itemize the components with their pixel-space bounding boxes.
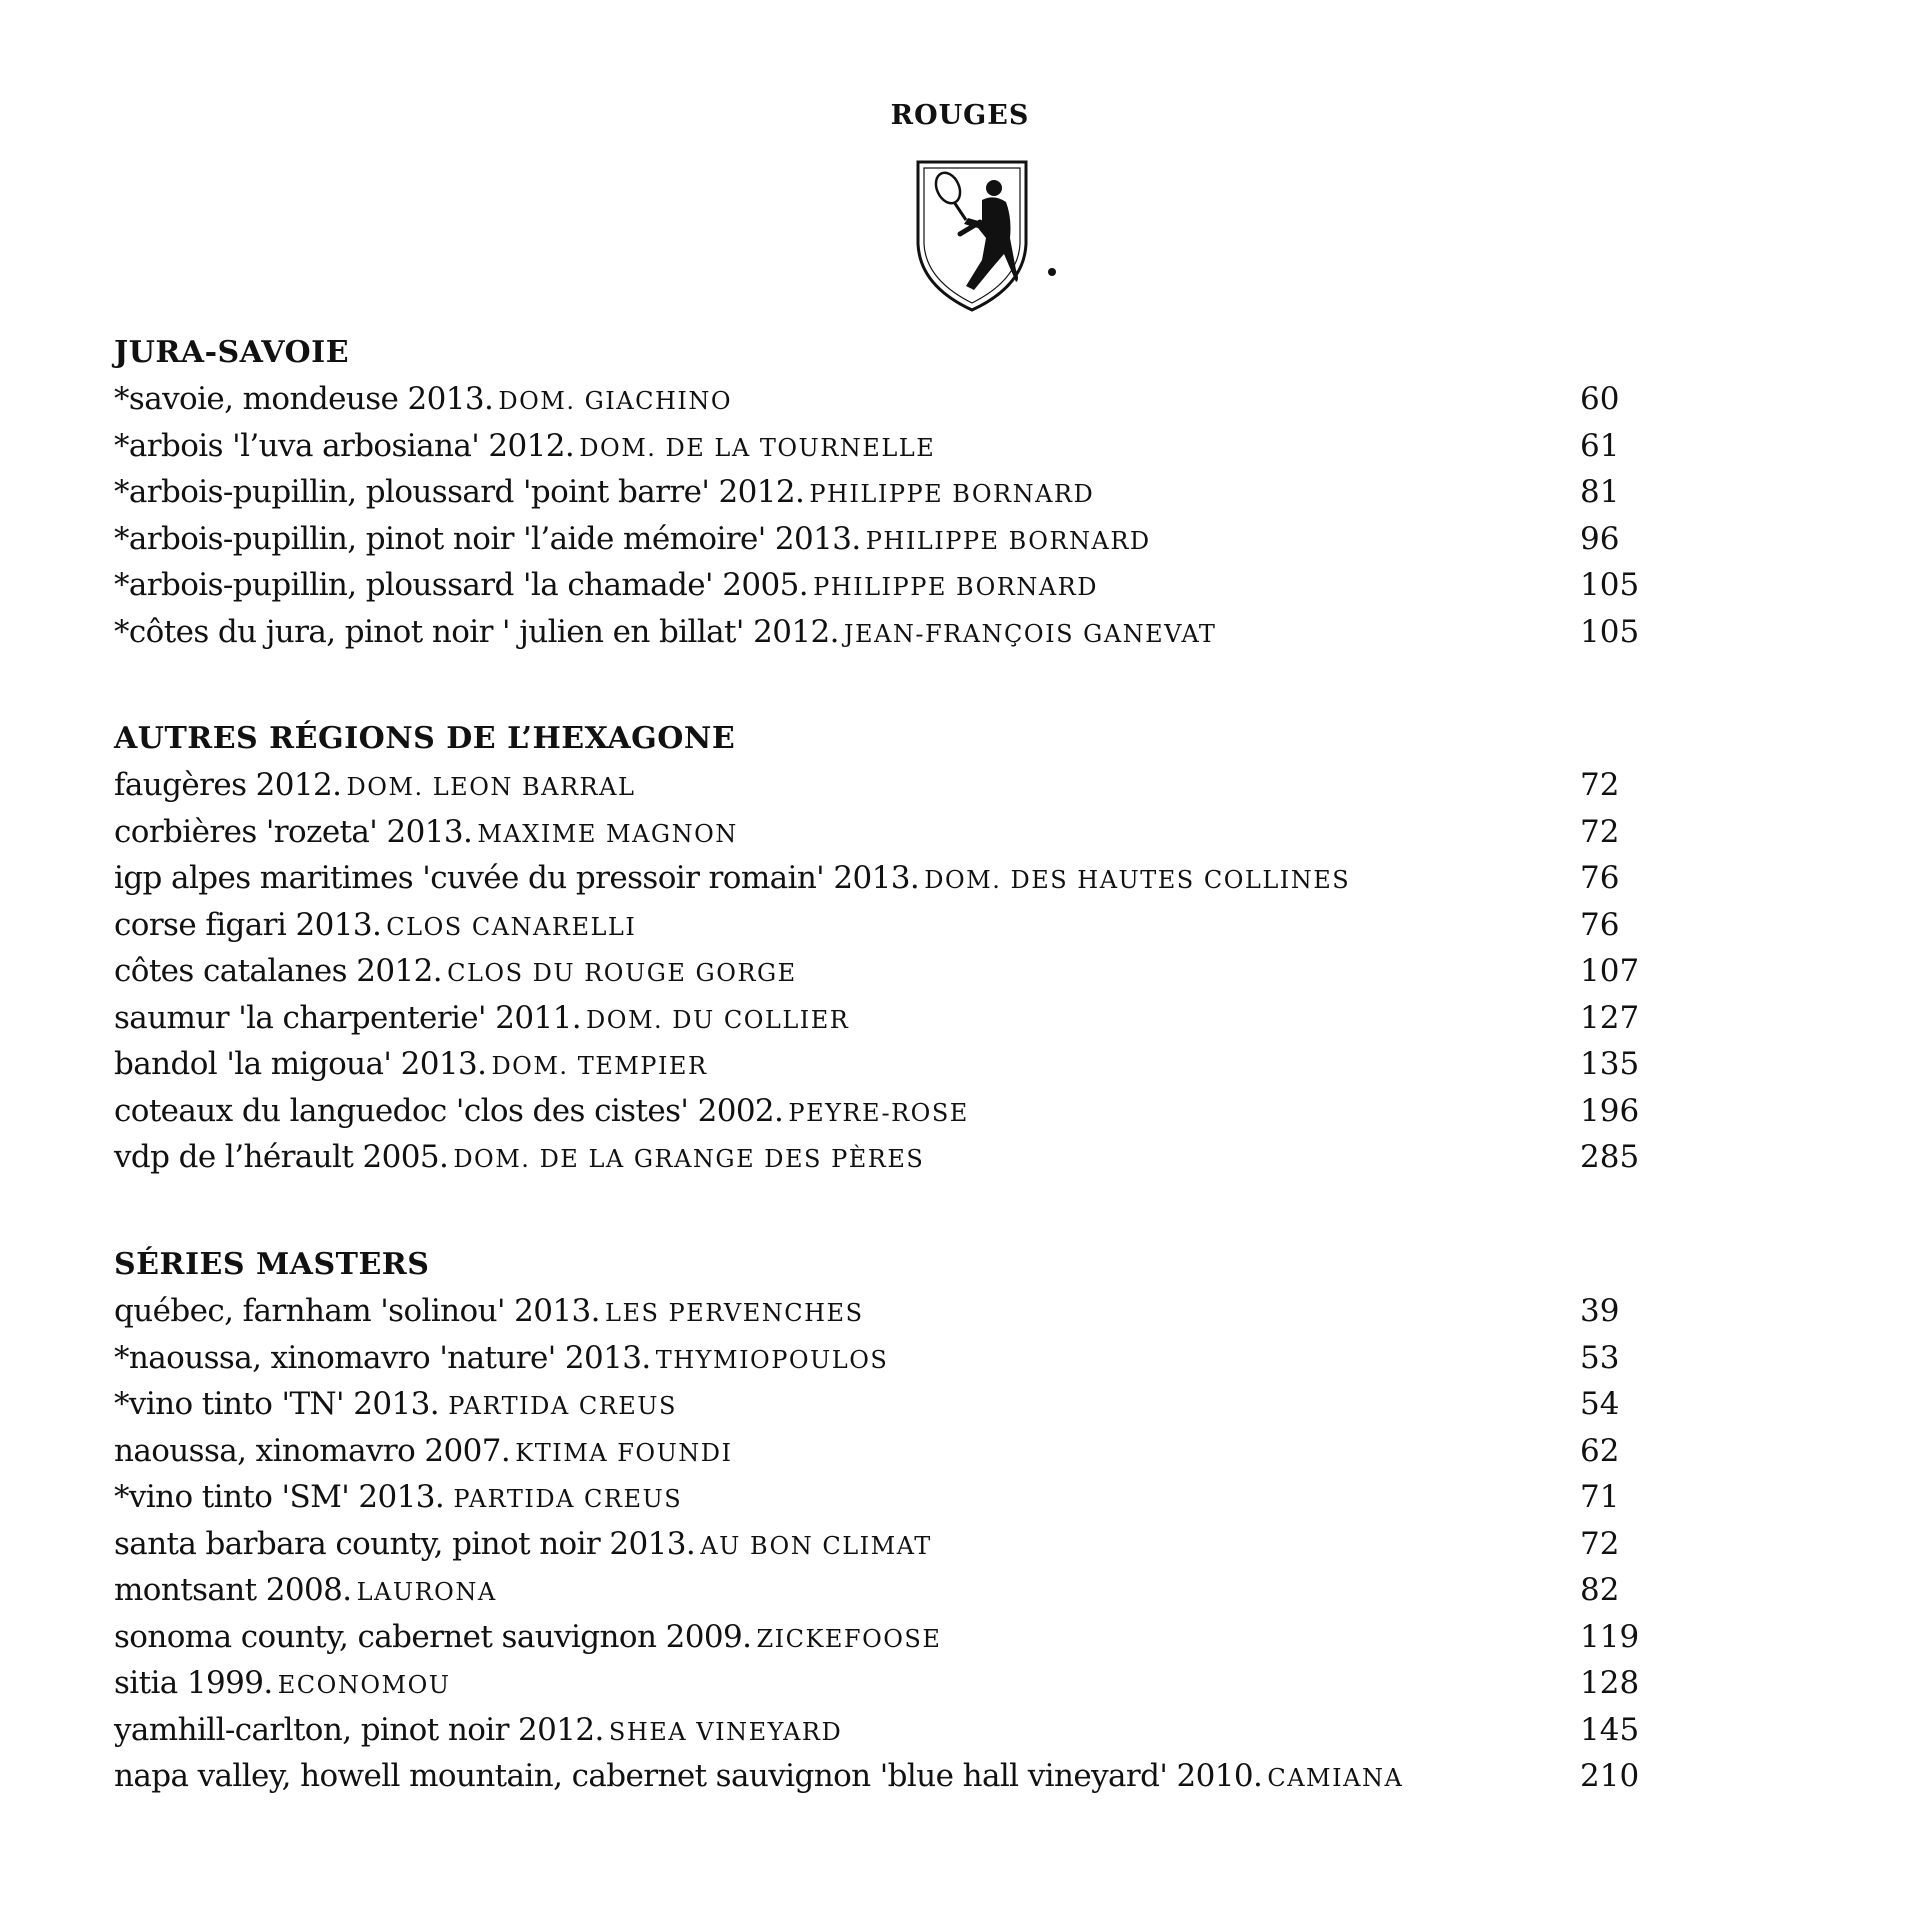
wine-name: igp alpes maritimes 'cuvée du pressoir romain' 2013. [114, 860, 920, 896]
section-jura-savoie [114, 332, 1640, 655]
producer-name: PHILIPPE BORNARD [809, 480, 1095, 508]
producer-name: CLOS CANARELLI [386, 912, 637, 941]
wine-price: 60 [1580, 381, 1620, 417]
wine-name: *côtes du jura, pinot noir ' julien en billat' 2012. [114, 613, 839, 650]
wine-row [114, 1660, 1640, 1707]
wine-row [114, 995, 1640, 1042]
wine-name: corse figari 2013. [114, 906, 382, 943]
wine-row [114, 1288, 1634, 1335]
wine-price: 127 [1580, 999, 1640, 1036]
producer-name: DOM. LEON BARRAL [346, 773, 636, 801]
wine-row [114, 1381, 1634, 1428]
wine-name: vdp de l’hérault 2005. [114, 1139, 449, 1175]
wine-row [114, 469, 1634, 516]
wine-price: 107 [1580, 953, 1640, 989]
wine-row [114, 1041, 1640, 1088]
producer-name: ECONOMOU [277, 1671, 451, 1699]
wine-price: 285 [1580, 1139, 1640, 1175]
wine-price: 76 [1580, 860, 1620, 896]
producer-name: MAXIME MAGNON [477, 819, 738, 848]
wine-name: *arbois 'l’uva arbosiana' 2012. [114, 427, 575, 464]
wine-row [114, 609, 1640, 656]
producer-name: DOM. DES HAUTES COLLINES [924, 866, 1351, 894]
wine-price: 145 [1580, 1711, 1640, 1748]
producer-name: LAURONA [356, 1578, 497, 1606]
wine-name: sonoma county, cabernet sauvignon 2009. [114, 1618, 752, 1655]
wine-row [114, 376, 1634, 423]
wine-row [114, 902, 1634, 949]
producer-name: KTIMA FOUNDI [515, 1438, 733, 1467]
wine-name: côtes catalanes 2012. [114, 953, 442, 989]
wine-price: 53 [1580, 1339, 1620, 1376]
producer-name: AU BON CLIMAT [700, 1531, 932, 1560]
section-title: JURA-SAVOIE [114, 335, 350, 370]
wine-row [114, 809, 1634, 856]
wine-price: 72 [1580, 813, 1620, 850]
producer-name: DOM. DU COLLIER [586, 1005, 850, 1034]
producer-name: LES PERVENCHES [605, 1299, 864, 1327]
wine-price: 76 [1580, 906, 1620, 943]
wine-row [114, 1614, 1640, 1661]
wine-row [114, 516, 1634, 563]
tennis-player-crest-logo [912, 158, 1062, 314]
wine-price: 82 [1580, 1572, 1620, 1608]
producer-name: PARTIDA CREUS [453, 1485, 683, 1513]
wine-name: québec, farnham 'solinou' 2013. [114, 1293, 600, 1329]
wine-price: 135 [1580, 1046, 1640, 1082]
wine-price: 71 [1580, 1479, 1620, 1515]
wine-name: saumur 'la charpenterie' 2011. [114, 999, 581, 1036]
section-title: SÉRIES MASTERS [114, 1247, 430, 1282]
producer-name: CLOS DU ROUGE GORGE [447, 959, 797, 987]
wine-name: *arbois-pupillin, ploussard 'point barre' 2012. [114, 474, 805, 510]
wine-price: 39 [1580, 1293, 1620, 1329]
wine-price: 81 [1580, 474, 1620, 510]
wine-name: *arbois-pupillin, pinot noir 'l’aide mémoire' 2013. [114, 520, 861, 557]
wine-name: napa valley, howell mountain, cabernet sauvignon 'blue hall vineyard' 2010. [114, 1758, 1263, 1794]
wine-price: 61 [1580, 427, 1620, 464]
wine-row [114, 1521, 1634, 1568]
wine-price: 72 [1580, 767, 1620, 803]
producer-name: PHILIPPE BORNARD [865, 526, 1151, 555]
wine-name: corbières 'rozeta' 2013. [114, 813, 473, 850]
producer-name: ZICKEFOOSE [756, 1624, 942, 1653]
producer-name: DOM. GIACHINO [498, 387, 733, 415]
wine-name: *naoussa, xinomavro 'nature' 2013. [114, 1339, 651, 1376]
wine-row [114, 423, 1634, 470]
wine-name: *arbois-pupillin, ploussard 'la chamade' 2005. [114, 567, 808, 603]
wine-row [114, 1474, 1634, 1521]
wine-price: 128 [1580, 1665, 1640, 1701]
wine-row [114, 1088, 1640, 1135]
producer-name: DOM. DE LA TOURNELLE [579, 433, 936, 462]
producer-name: THYMIOPOULOS [655, 1345, 889, 1374]
wine-name: faugères 2012. [114, 767, 342, 803]
producer-name: DOM. DE LA GRANGE DES PÈRES [453, 1145, 925, 1173]
wine-name: coteaux du languedoc 'clos des cistes' 2002. [114, 1092, 784, 1129]
wine-name: *vino tinto 'SM' 2013. [114, 1479, 454, 1515]
wine-price: 62 [1580, 1432, 1620, 1469]
producer-name: PHILIPPE BORNARD [813, 573, 1098, 601]
wine-name: bandol 'la migoua' 2013. [114, 1046, 487, 1082]
producer-name: JEAN-FRANÇOIS GANEVAT [843, 619, 1217, 648]
wine-row [114, 562, 1640, 609]
wine-price: 54 [1580, 1386, 1620, 1422]
producer-name: DOM. TEMPIER [491, 1052, 708, 1080]
producer-name: CAMIANA [1267, 1764, 1404, 1792]
wine-price: 210 [1580, 1758, 1640, 1794]
wine-row [114, 1428, 1634, 1475]
wine-name: yamhill-carlton, pinot noir 2012. [114, 1711, 604, 1748]
wine-price: 119 [1580, 1618, 1640, 1655]
wine-name: *savoie, mondeuse 2013. [114, 381, 494, 417]
wine-row [114, 1134, 1640, 1181]
producer-name: PEYRE-ROSE [788, 1098, 969, 1127]
wine-price: 96 [1580, 520, 1620, 557]
producer-name: PARTIDA CREUS [448, 1392, 677, 1420]
section-series-masters [114, 1244, 1640, 1800]
wine-price: 196 [1580, 1092, 1640, 1129]
wine-row [114, 1707, 1640, 1754]
section-autres-regions [114, 718, 1640, 1181]
wine-price: 105 [1580, 567, 1640, 603]
wine-name: naoussa, xinomavro 2007. [114, 1432, 511, 1469]
section-title: AUTRES RÉGIONS DE L’HEXAGONE [114, 721, 736, 756]
wine-price: 72 [1580, 1525, 1620, 1562]
producer-name: SHEA VINEYARD [608, 1717, 843, 1746]
wine-name: *vino tinto 'TN' 2013. [114, 1386, 449, 1422]
wine-row [114, 855, 1634, 902]
wine-row [114, 1567, 1634, 1614]
page-title: ROUGES [890, 100, 1030, 131]
wine-row [114, 762, 1634, 809]
wine-row [114, 1335, 1634, 1382]
wine-name: montsant 2008. [114, 1572, 352, 1608]
wine-name: sitia 1999. [114, 1665, 273, 1701]
wine-name: santa barbara county, pinot noir 2013. [114, 1525, 696, 1562]
wine-row [114, 1753, 1640, 1800]
wine-row [114, 948, 1640, 995]
wine-price: 105 [1580, 613, 1640, 650]
